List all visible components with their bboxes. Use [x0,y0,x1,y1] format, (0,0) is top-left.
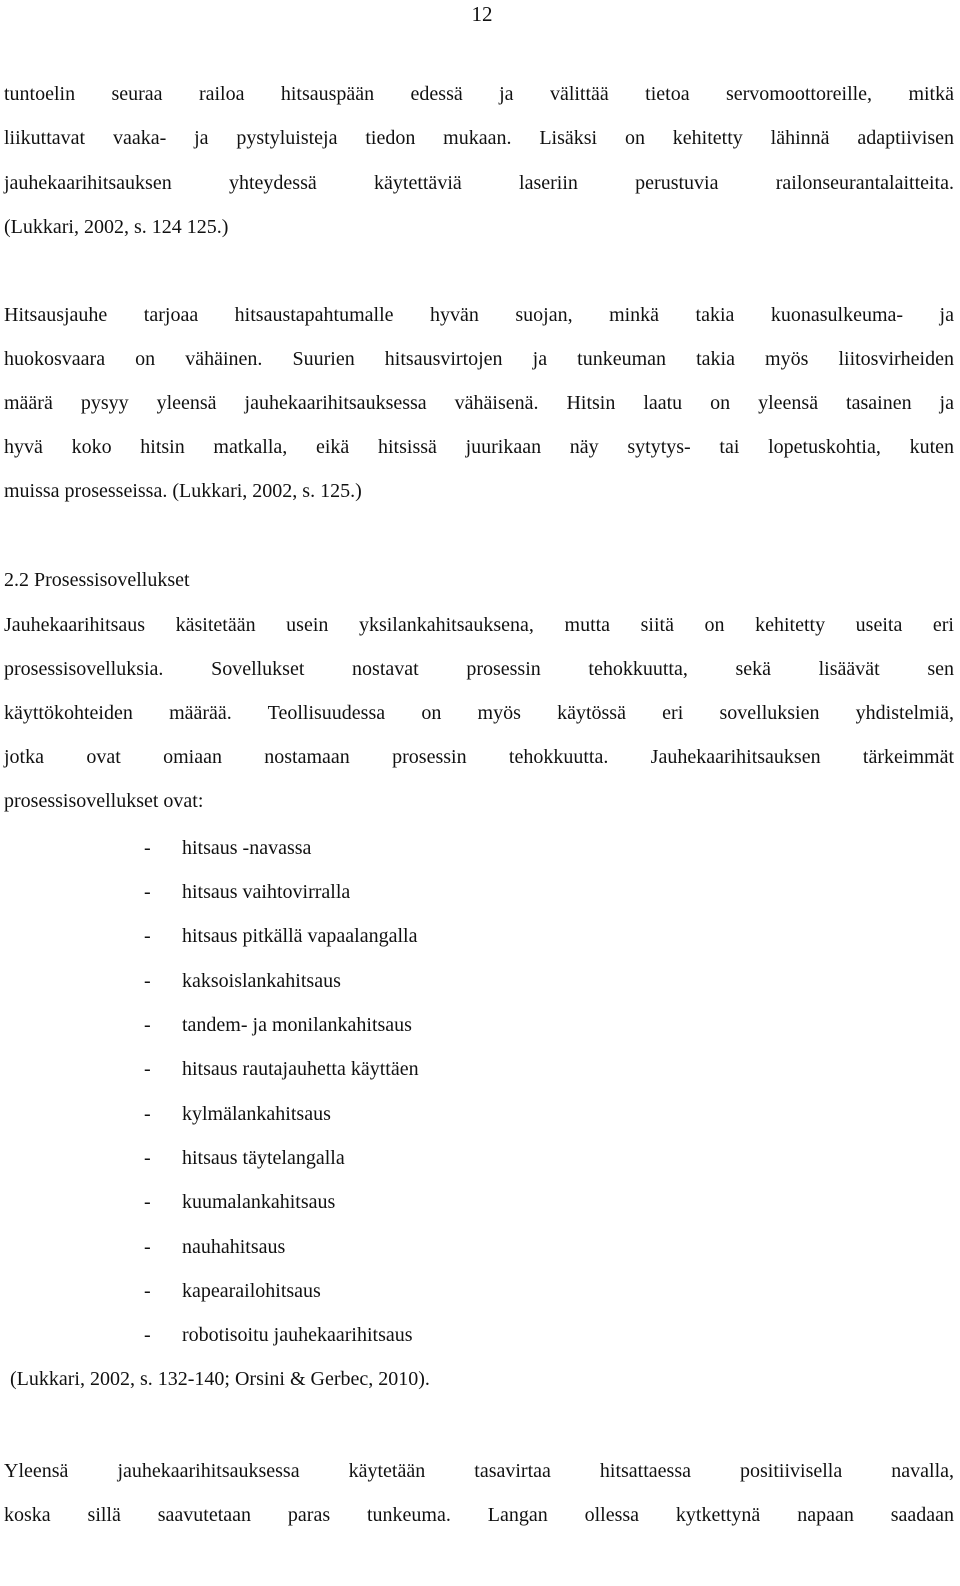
text-line: Yleensä jauhekaarihitsauksessa käytetään tasavirtaa hitsattaessa positiivisella navalla, [4,1460,954,1482]
list-item [144,835,311,861]
text-line: prosessisovelluksia. Sovellukset nostavat prosessin tehokkuutta, sekä lisäävät sen [4,658,954,680]
list-dash: - [144,1058,151,1080]
text-line: hyvä koko hitsin matkalla, eikä hitsissä juurikaan näy sytytys- tai lopetuskohtia, kuten [4,436,954,458]
page-number [0,0,960,28]
list-item-text: kaksoislankahitsaus [182,970,341,992]
list-item [144,1012,412,1038]
list-dash: - [144,1191,151,1213]
text-line: prosessisovellukset ovat: [4,790,204,812]
list-item [144,1189,335,1215]
list-item [144,923,417,949]
list-item-text: hitsaus pitkällä vapaalangalla [182,925,418,947]
list-item-text: kuumalankahitsaus [182,1191,336,1213]
list-dash: - [144,1014,151,1036]
list-dash: - [144,881,151,903]
text-line: liikuttavat vaaka- ja pystyluisteja tiedon mukaan. Lisäksi on kehitetty lähinnä adaptiivisen [4,127,954,149]
list-item-text: hitsaus täytelangalla [182,1147,345,1169]
list-item [144,1278,321,1304]
list-dash: - [144,1324,151,1346]
list-item [144,1145,345,1171]
list-dash: - [144,970,151,992]
section-heading: 2.2 Prosessisovellukset [4,569,190,591]
text-line: jotka ovat omiaan nostamaan prosessin tehokkuutta. Jauhekaarihitsauksen tärkeimmät [4,746,954,768]
list-item-text: tandem- ja monilankahitsaus [182,1014,412,1036]
list-dash: - [144,925,151,947]
text-line: (Lukkari, 2002, s. 124 125.) [4,216,229,238]
text-line: muissa prosesseissa. (Lukkari, 2002, s. 125.) [4,480,362,502]
list-item [144,1234,285,1260]
list-item [144,1056,419,1082]
list-item-text: robotisoitu jauhekaarihitsaus [182,1324,413,1346]
list-item-text: nauhahitsaus [182,1236,286,1258]
text-line: Jauhekaarihitsaus käsitetään usein yksilankahitsauksena, mutta siitä on kehitetty useita eri [4,614,954,636]
list-item [144,1322,413,1348]
list-item [144,968,341,994]
list-item-text: kylmälankahitsaus [182,1103,331,1125]
list-citation: (Lukkari, 2002, s. 132-140; Orsini & Gerbec, 2010). [10,1368,430,1390]
list-item-text: hitsaus -navassa [182,837,312,859]
list-item [144,879,350,905]
text-line: tuntoelin seuraa railoa hitsauspään edessä ja välittää tietoa servomoottoreille, mitkä [4,83,954,105]
text-line: jauhekaarihitsauksen yhteydessä käytettäviä laseriin perustuvia railonseurantalaitteita. [4,172,954,194]
list-dash: - [144,837,151,859]
text-line: käyttökohteiden määrää. Teollisuudessa on myös käytössä eri sovelluksien yhdistelmiä, [4,702,954,724]
list-dash: - [144,1280,151,1302]
list-dash: - [144,1103,151,1125]
text-line: Hitsausjauhe tarjoaa hitsaustapahtumalle hyvän suojan, minkä takia kuonasulkeuma- ja [4,304,954,326]
list-item-text: hitsaus rautajauhetta käyttäen [182,1058,419,1080]
list-item-text: kapearailohitsaus [182,1280,321,1302]
list-item [144,1101,331,1127]
text-line: määrä pysyy yleensä jauhekaarihitsauksessa vähäisenä. Hitsin laatu on yleensä tasainen ja [4,392,954,414]
list-dash: - [144,1147,151,1169]
list-dash: - [144,1236,151,1258]
text-line: huokosvaara on vähäinen. Suurien hitsausvirtojen ja tunkeuman takia myös liitosvirheiden [4,348,954,370]
page-number-text: 12 [471,2,493,26]
text-line: koska sillä saavutetaan paras tunkeuma. Langan ollessa kytkettynä napaan saadaan [4,1504,954,1526]
list-item-text: hitsaus vaihtovirralla [182,881,351,903]
